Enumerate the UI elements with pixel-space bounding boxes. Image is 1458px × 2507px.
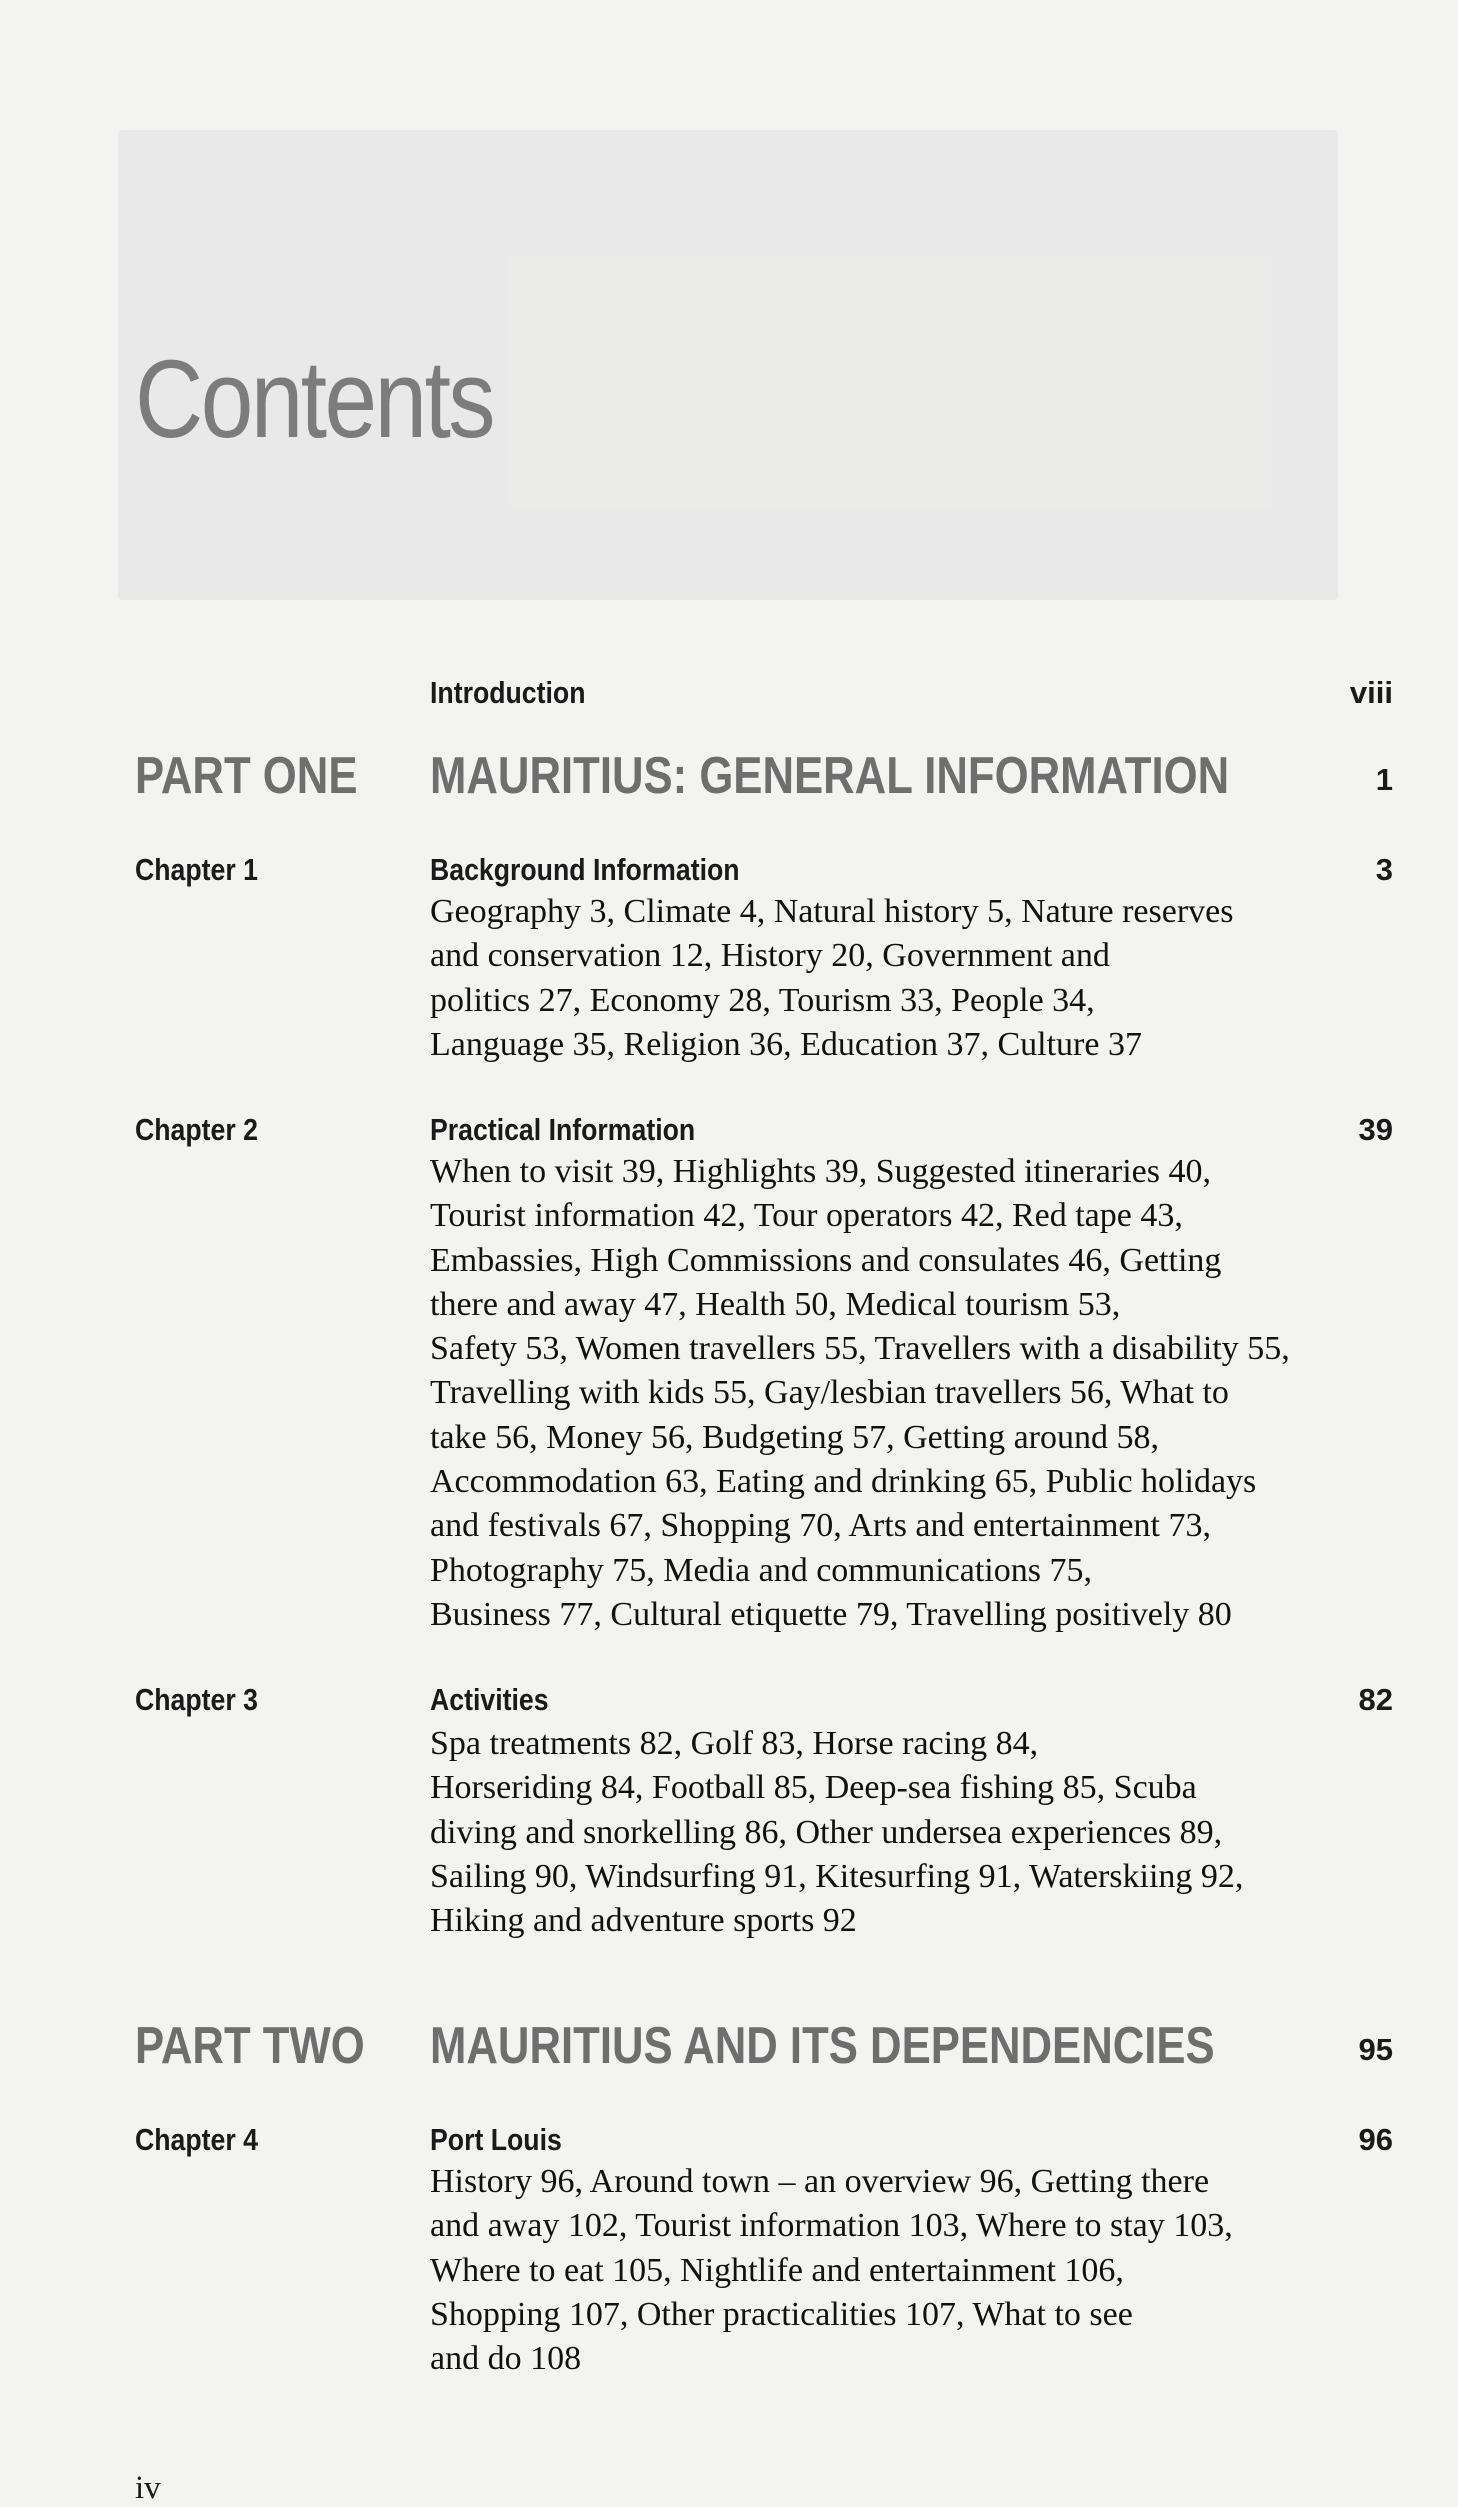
chapter-2-label: Chapter 2 [135, 1112, 258, 1147]
part-two-label: PART TWO [135, 2017, 365, 2075]
toc-line: and away 102, Tourist information 103, Where to stay 103, [430, 2207, 1233, 2245]
toc-line: diving and snorkelling 86, Other undersea experiences 89, [430, 1813, 1223, 1851]
toc-line: When to visit 39, Highlights 39, Suggested itineraries 40, [430, 1153, 1211, 1190]
toc-line: Safety 53, Women travellers 55, Travellers with a disability 55, [430, 1330, 1290, 1368]
chapter-4-label: Chapter 4 [135, 2122, 258, 2157]
toc-line: Horseriding 84, Football 85, Deep-sea fishing 85, Scuba [430, 1769, 1197, 1807]
introduction-page: viii [1349, 675, 1393, 710]
toc-line: Photography 75, Media and communications 75, [430, 1551, 1092, 1589]
toc-line: Business 77, Cultural etiquette 79, Travelling positively 80 [430, 1595, 1232, 1633]
chapter-1-label: Chapter 1 [135, 852, 258, 887]
chapter-3-label: Chapter 3 [135, 1682, 258, 1717]
toc-line: Tourist information 42, Tour operators 42, Red tape 43, [430, 1197, 1183, 1235]
page-number: iv [135, 2470, 161, 2506]
part-two-page: 95 [1358, 2032, 1393, 2067]
toc-line: Accommodation 63, Eating and drinking 65, Public holidays [430, 1463, 1257, 1501]
toc-line: take 56, Money 56, Budgeting 57, Getting around 58, [430, 1418, 1160, 1456]
chapter-2-title: Practical Information [430, 1112, 696, 1147]
toc-line: Travelling with kids 55, Gay/lesbian travellers 56, What to [430, 1374, 1229, 1412]
toc-line: and conservation 12, History 20, Government and [430, 937, 1110, 975]
toc-line: History 96, Around town – an overview 96, Getting there [430, 2163, 1210, 2200]
part-one-page: 1 [1375, 762, 1393, 797]
part-two-title: MAURITIUS AND ITS DEPENDENCIES [430, 2017, 1215, 2075]
chapter-3-title: Activities [430, 1682, 549, 1717]
chapter-4-contents [430, 2160, 1360, 2381]
toc-line: and do 108 [430, 2340, 582, 2378]
chapter-2-contents [430, 1150, 1360, 1637]
toc-line: Shopping 107, Other practicalities 107, What to see [430, 2295, 1133, 2333]
chapter-2-page: 39 [1358, 1112, 1393, 1147]
chapter-3-page: 82 [1358, 1682, 1393, 1717]
chapter-3-contents [430, 1722, 1360, 1943]
chapter-1-contents [430, 890, 1360, 1067]
part-one-label: PART ONE [135, 747, 358, 805]
part-one-title: MAURITIUS: GENERAL INFORMATION [430, 747, 1230, 805]
toc-line: Embassies, High Commissions and consulates 46, Getting [430, 1241, 1222, 1279]
toc-line: Spa treatments 82, Golf 83, Horse racing 84, [430, 1725, 1039, 1762]
toc-line: Sailing 90, Windsurfing 91, Kitesurfing 91, Waterskiing 92, [430, 1857, 1244, 1895]
chapter-4-page: 96 [1358, 2122, 1393, 2157]
toc-line: Geography 3, Climate 4, Natural history 5, Nature reserves [430, 893, 1234, 930]
toc-line: Hiking and adventure sports 92 [430, 1902, 857, 1940]
toc-line: there and away 47, Health 50, Medical tourism 53, [430, 1285, 1121, 1323]
toc-line: and festivals 67, Shopping 70, Arts and entertainment 73, [430, 1507, 1211, 1545]
chapter-1-title: Background Information [430, 852, 740, 887]
page-title: Contents [135, 338, 494, 461]
chapter-4-title: Port Louis [430, 2122, 562, 2157]
chapter-1-page: 3 [1375, 852, 1393, 887]
toc-line: Where to eat 105, Nightlife and entertainment 106, [430, 2251, 1124, 2289]
toc-line: politics 27, Economy 28, Tourism 33, People 34, [430, 981, 1095, 1019]
introduction-label: Introduction [430, 675, 586, 710]
toc-line: Language 35, Religion 36, Education 37, Culture 37 [430, 1025, 1142, 1063]
